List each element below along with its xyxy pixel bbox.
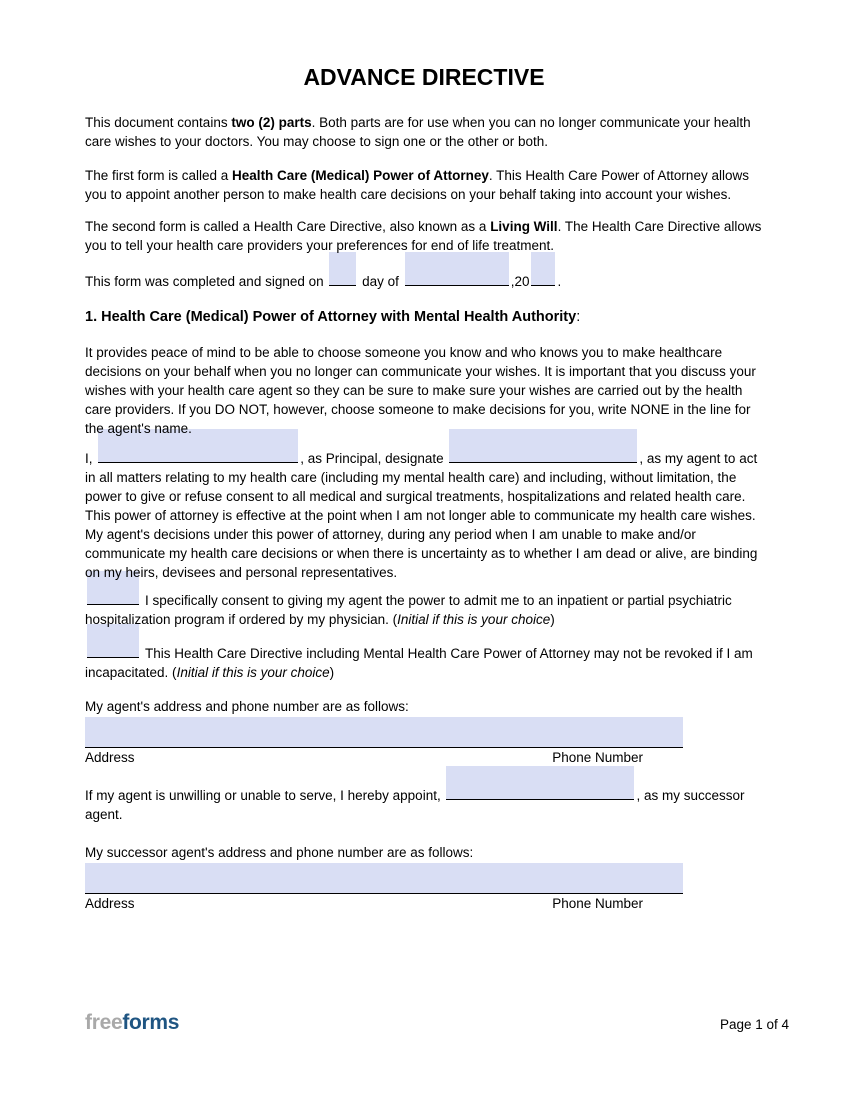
consent-revocation-initial-field[interactable] <box>87 645 139 658</box>
address-label: Address <box>85 750 135 765</box>
consent-revocation-close: ) <box>329 665 335 680</box>
consent-psychiatric-text: I specifically consent to giving my agent the power to admit me to an inpatient or partial psychiatric hospitalization program if ordered by my physician. ( <box>85 593 732 627</box>
logo-free-text: free <box>85 1011 123 1034</box>
year-field[interactable] <box>531 273 555 286</box>
intro-paragraph-3 <box>85 217 763 255</box>
designation-text-1: I, <box>85 451 93 466</box>
successor-phone-number-label: Phone Number <box>552 896 643 911</box>
day-field[interactable] <box>329 273 356 286</box>
agent-designation-paragraph <box>85 449 763 582</box>
intro-paragraph-2 <box>85 166 763 204</box>
intro-p2-text2: . This Health Care Power of Attorney allows you to appoint another person to make health care decisions on your behalf taking into account your wishes. <box>85 168 749 202</box>
successor-address-label: Address <box>85 896 135 911</box>
intro-p1-text: This document contains <box>85 115 232 130</box>
consent-revocation-text: This Health Care Directive including Mental Health Care Power of Attorney may not be revoked if I am incapacitated. ( <box>85 646 753 680</box>
signed-line-text-4: . <box>557 274 562 289</box>
phone-number-label: Phone Number <box>552 750 643 765</box>
freeforms-logo <box>85 1011 179 1035</box>
intro-p1-bold: two (2) parts <box>231 115 312 130</box>
designation-text-2: , as Principal, designate <box>300 451 444 466</box>
section-1-body-paragraph: It provides peace of mind to be able to choose someone you know and who knows you to make healthcare decisions on your behalf when you no longer can communicate your wishes. It is important that you discuss your wishes with your health care agent so they can be sure to make sure your wishes are carried out by the health care providers. If you DO NOT, however, choose someone to make decisions for you, write NONE in the line for the agent's name. <box>85 345 756 436</box>
intro-p3-text2: . The Health Care Directive allows you to tell your health care providers your preferences for end of life treatment. <box>85 219 762 253</box>
agent-address-field-labels <box>85 748 683 767</box>
page-title: ADVANCE DIRECTIVE <box>303 64 545 90</box>
successor-address-intro: My successor agent's address and phone number are as follows: <box>85 845 474 860</box>
page-footer <box>85 1011 789 1035</box>
successor-text-2: , as my successor agent. <box>85 788 745 822</box>
successor-text-1: If my agent is unwilling or unable to serve, I hereby appoint, <box>85 788 441 803</box>
consent-psychiatric-paragraph <box>85 591 763 629</box>
section-1-heading <box>85 307 763 327</box>
signed-line-text-1: This form was completed and signed on <box>85 274 324 289</box>
consent-psychiatric-initial-field[interactable] <box>87 592 139 605</box>
month-field[interactable] <box>405 273 509 286</box>
consent-psychiatric-close: ) <box>550 612 555 627</box>
page-number-indicator: Page 1 of 4 <box>719 1017 789 1032</box>
agent-name-field[interactable] <box>449 450 637 463</box>
consent-psychiatric-italic: Initial if this is your choice <box>397 612 551 627</box>
signed-line-text-3: ,20 <box>510 274 530 289</box>
successor-appointment-paragraph <box>85 786 763 824</box>
signed-date-line <box>85 272 763 291</box>
designation-text-3: , as my agent to act in all matters relating to my health care (including my mental health care) and including, without limitation, the power to give or refuse consent to all medical and surgical treatments, hospitalizations and related health care. This power of attorney is effective at the point when I am not longer able to communicate my health care wishes. My agent's decisions under this power of attorney, during any period when I am unable to make and/or communicate my health care decisions or when there is uncertainty as to whether I am dead or alive, are binding on my heirs, devisees and personal representatives. <box>85 451 758 580</box>
signed-line-text-2: day of <box>362 274 399 289</box>
intro-p2-bold: Health Care (Medical) Power of Attorney <box>232 168 489 183</box>
successor-address-phone-field[interactable] <box>85 863 683 894</box>
intro-paragraph-1 <box>85 113 763 151</box>
successor-agent-name-field[interactable] <box>446 787 634 800</box>
intro-p3-text: The second form is called a Health Care Directive, also known as a <box>85 219 491 234</box>
section-1-heading-text: 1. Health Care (Medical) Power of Attorney with Mental Health Authority <box>85 309 577 325</box>
intro-p2-text: The first form is called a <box>85 168 233 183</box>
intro-p1-text2: . Both parts are for use when you can no longer communicate your health care wishes to your doctors. You may choose to sign one or the other or both. <box>85 115 751 149</box>
consent-revocation-italic: Initial if this is your choice <box>176 665 330 680</box>
principal-name-field[interactable] <box>98 450 298 463</box>
consent-revocation-paragraph <box>85 644 763 682</box>
logo-forms-text: forms <box>122 1011 180 1034</box>
agent-address-intro: My agent's address and phone number are as follows: <box>85 699 409 714</box>
section-1-heading-colon: : <box>576 309 581 325</box>
successor-address-field-labels <box>85 894 683 913</box>
agent-address-phone-field[interactable] <box>85 717 683 748</box>
intro-p3-bold: Living Will <box>490 219 558 234</box>
